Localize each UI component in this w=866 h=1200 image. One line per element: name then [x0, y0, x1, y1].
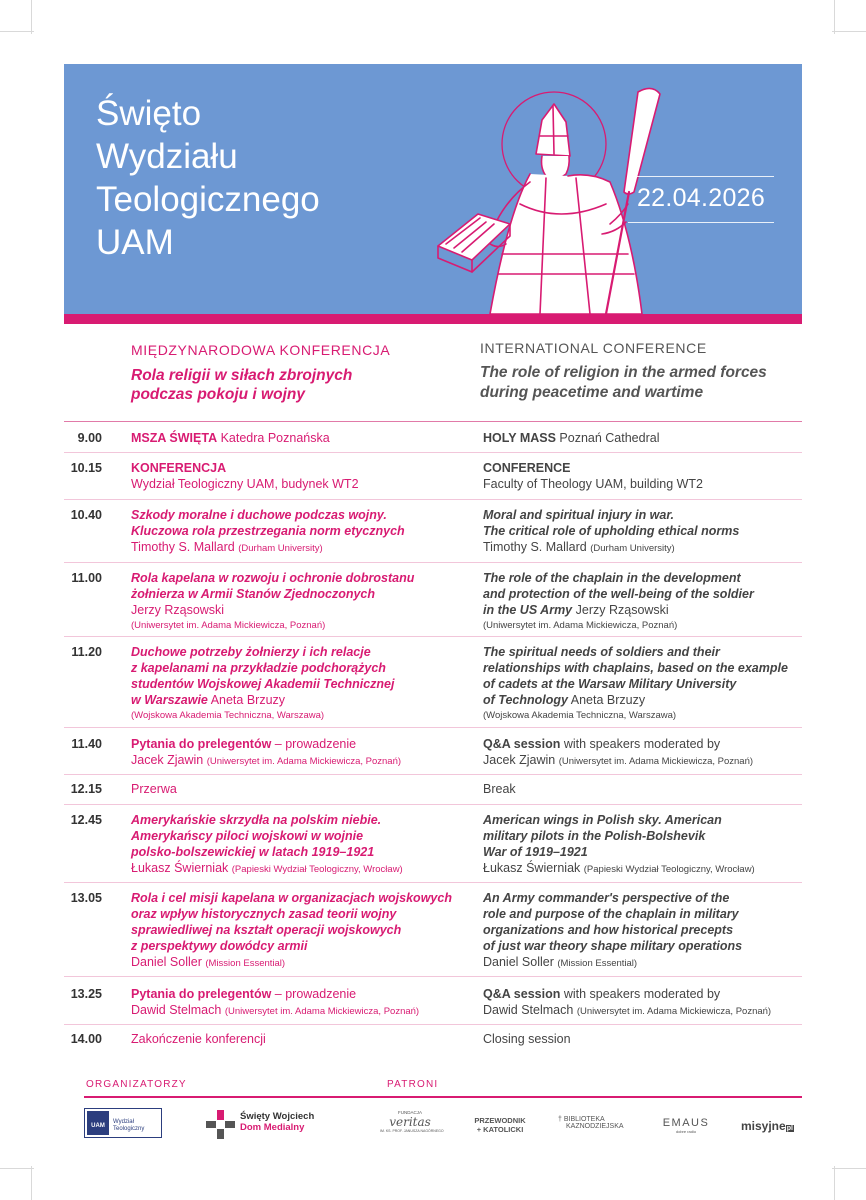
- schedule-top-rule: [64, 421, 802, 422]
- row-separator: [64, 804, 802, 805]
- speaker-affiliation: (Durham University): [238, 543, 323, 554]
- talk-title: studentów Wojskowej Akademii Technicznej: [131, 677, 395, 691]
- time-slot: 11.40: [71, 737, 102, 751]
- time-slot: 10.40: [70, 508, 102, 522]
- crop-mark: [832, 1168, 866, 1169]
- talk-title: z kapelanami na przykładzie podchorążych: [131, 661, 386, 675]
- hero-title-line: UAM: [96, 223, 174, 262]
- speaker-name: Jacek Zjawin: [131, 753, 204, 767]
- logo-line: KATOLICKI: [483, 1125, 524, 1134]
- item-pl: [131, 736, 471, 770]
- talk-title: Szkody moralne i duchowe podczas wojny.: [131, 508, 387, 522]
- talk-title: polsko-bolszewickiej w latach 1919–1921: [131, 845, 375, 859]
- talk-title: American wings in Polish sky. American: [483, 813, 722, 827]
- time-slot: 14.00: [70, 1032, 102, 1046]
- item-pl: [131, 570, 471, 634]
- speaker-affiliation: (Wojskowa Akademia Techniczna, Warszawa): [483, 710, 677, 721]
- logo-line: Dom Medialny: [240, 1122, 305, 1133]
- crop-mark: [832, 31, 866, 32]
- talk-title: An Army commander's perspective of the: [483, 891, 730, 905]
- speaker-name: Aneta Brzuzy: [210, 693, 286, 707]
- logo-line: misyjne: [741, 1119, 786, 1133]
- logo-line: BIBLIOTEKA: [563, 1116, 605, 1123]
- talk-title: z perspektywy dowódcy armii: [131, 939, 308, 953]
- event-date: 22.04.2026: [636, 184, 766, 212]
- speaker-affiliation: (Uniwersytet im. Adama Mickiewicza, Poznań): [576, 1006, 772, 1017]
- row-separator: [64, 562, 802, 563]
- talk-title: in the US Army: [483, 603, 573, 617]
- item-heading: HOLY MASS: [483, 431, 556, 445]
- crop-mark: [31, 1166, 32, 1200]
- speaker-affiliation: (Durham University): [590, 543, 675, 554]
- time-slot: 12.15: [70, 782, 102, 796]
- talk-title: w Warszawie: [131, 693, 208, 707]
- speaker-affiliation: (Uniwersytet im. Adama Mickiewicza, Poznań): [224, 1006, 420, 1017]
- item-pl: [131, 986, 471, 1020]
- hero-title-line: Święto: [96, 94, 202, 133]
- item-pl: [131, 507, 471, 557]
- talk-title: and protection of the well-being of the soldier: [483, 587, 754, 601]
- misyjne-logo: [741, 1117, 803, 1135]
- speaker-affiliation: (Uniwersytet im. Adama Mickiewicza, Poznań): [131, 620, 326, 631]
- item-heading: Q&A session: [483, 737, 561, 751]
- item-en: Closing session: [483, 1032, 571, 1046]
- talk-title: relationships with chaplains, based on the example: [483, 661, 788, 675]
- item-heading: KONFERENCJA: [131, 461, 227, 475]
- conference-label-pl: MIĘDZYNARODOWA KONFERENCJA: [131, 342, 391, 358]
- time-slot: 13.05: [70, 891, 102, 905]
- talk-title: żołnierza w Armii Stanów Zjednoczonych: [131, 587, 376, 601]
- logo-line: veritas: [389, 1115, 431, 1129]
- logo-line: Wydział: [113, 1119, 134, 1125]
- item-text: with speakers moderated by: [560, 737, 721, 751]
- emaus-logo: [660, 1117, 712, 1137]
- crop-mark: [0, 31, 34, 32]
- talk-title: Kluczowa rola przestrzegania norm etycznych: [131, 524, 405, 538]
- row-separator: [64, 499, 802, 500]
- item-pl: [131, 812, 471, 878]
- uam-logo-text: [113, 1119, 144, 1133]
- veritas-logo: [380, 1110, 444, 1136]
- item-pl: [131, 644, 471, 724]
- row-separator: [64, 727, 802, 728]
- row-separator: [64, 636, 802, 637]
- talk-title: sprawiedliwej na kształt operacji wojskowych: [131, 923, 402, 937]
- item-text: Poznań Cathedral: [555, 431, 660, 445]
- speaker-name: Timothy S. Mallard: [131, 540, 235, 554]
- conference-title-en: [480, 363, 767, 403]
- speaker-affiliation: (Mission Essential): [205, 958, 286, 969]
- time-slot: 11.20: [71, 645, 102, 659]
- item-heading: MSZA ŚWIĘTA: [131, 431, 218, 445]
- item-en: [483, 890, 808, 972]
- talk-title: Amerykańskie skrzydła na polskim niebie.: [131, 813, 382, 827]
- divider: [628, 222, 774, 223]
- cross-icon: [206, 1110, 236, 1140]
- item-pl: Przerwa: [131, 782, 177, 796]
- logo-line: EMAUS: [662, 1117, 710, 1129]
- item-text: – prowadzenie: [271, 737, 357, 751]
- talk-title: The role of the chaplain in the development: [483, 571, 741, 585]
- speaker-name: Daniel Soller: [483, 955, 554, 969]
- talk-title: of just war theory shape military operations: [483, 939, 743, 953]
- uam-faculty-logo: [84, 1108, 162, 1138]
- speaker-affiliation: (Papieski Wydział Teologiczny, Wrocław): [583, 864, 755, 875]
- speaker-name: Daniel Soller: [131, 955, 202, 969]
- item-text: with speakers moderated by: [560, 987, 721, 1001]
- logo-line: Teologiczny: [113, 1126, 145, 1132]
- crop-mark: [834, 1166, 835, 1200]
- item-en: [483, 507, 808, 557]
- item-text: Katedra Poznańska: [217, 431, 330, 445]
- footer-rule: [84, 1096, 802, 1098]
- item-text: Faculty of Theology UAM, building WT2: [483, 477, 704, 491]
- time-slot: 9.00: [77, 431, 102, 445]
- patrons-label: PATRONI: [387, 1079, 439, 1090]
- talk-title: Rola kapelana w rozwoju i ochronie dobrostanu: [131, 571, 415, 585]
- talk-title: role and purpose of the chaplain in military: [483, 907, 739, 921]
- speaker-name: Jerzy Rząsowski: [131, 603, 225, 617]
- speaker-affiliation: (Mission Essential): [557, 958, 638, 969]
- item-pl: [131, 890, 476, 972]
- organizers-label: ORGANIZATORZY: [86, 1079, 187, 1090]
- item-en: [483, 644, 808, 724]
- row-separator: [64, 452, 802, 453]
- event-date-block: [628, 176, 774, 223]
- speaker-affiliation: (Uniwersytet im. Adama Mickiewicza, Poznań): [483, 620, 678, 631]
- talk-title: oraz wpływ historycznych zasad teorii wojny: [131, 907, 397, 921]
- logo-line: pl: [786, 1125, 793, 1132]
- przewodnik-katolicki-logo: [470, 1116, 530, 1136]
- speaker-affiliation: (Uniwersytet im. Adama Mickiewicza, Poznań): [558, 756, 754, 767]
- conference-label-en: INTERNATIONAL CONFERENCE: [480, 340, 707, 356]
- talk-title: Duchowe potrzeby żołnierzy i ich relacje: [131, 645, 371, 659]
- talk-title: military pilots in the Polish-Bolshevik: [483, 829, 706, 843]
- speaker-name: Dawid Stelmach: [483, 1003, 574, 1017]
- talk-title: of Technology: [483, 693, 568, 707]
- speaker-name: Jerzy Rząsowski: [575, 603, 669, 617]
- hero-title-line: Wydziału: [96, 137, 238, 176]
- time-slot: 11.00: [71, 571, 102, 585]
- divider: [628, 176, 774, 177]
- item-text: Wydział Teologiczny UAM, budynek WT2: [131, 477, 359, 491]
- talk-title: Moral and spiritual injury in war.: [483, 508, 675, 522]
- speaker-name: Łukasz Świerniak: [483, 861, 581, 875]
- item-en: Break: [483, 782, 516, 796]
- time-slot: 12.45: [70, 813, 102, 827]
- item-heading: Pytania do prelegentów: [131, 737, 272, 751]
- item-en: [483, 460, 808, 492]
- speaker-affiliation: (Wojskowa Akademia Techniczna, Warszawa): [131, 710, 325, 721]
- talk-title: of cadets at the Warsaw Military University: [483, 677, 737, 691]
- time-slot: 13.25: [70, 987, 102, 1001]
- logo-line: dobre radio: [675, 1129, 697, 1134]
- talk-title: Amerykańscy piloci wojskowi w wojnie: [131, 829, 364, 843]
- speaker-name: Aneta Brzuzy: [570, 693, 646, 707]
- speaker-affiliation: (Uniwersytet im. Adama Mickiewicza, Poznań): [206, 756, 402, 767]
- talk-title: The spiritual needs of soldiers and their: [483, 645, 720, 659]
- talk-title: Rola i cel misji kapelana w organizacjach wojskowych: [131, 891, 452, 905]
- title-line: podczas pokoju i wojny: [131, 386, 305, 403]
- item-en: [483, 736, 808, 770]
- speaker-name: Dawid Stelmach: [131, 1003, 222, 1017]
- logo-line: KAZNODZIEJSKA: [566, 1123, 624, 1130]
- talk-title: organizations and how historical precepts: [483, 923, 734, 937]
- logo-line: FUNDACJA: [397, 1110, 422, 1115]
- time-slot: 10.15: [70, 461, 102, 475]
- title-line: Rola religii w siłach zbrojnych: [131, 367, 353, 384]
- hero-title: [96, 92, 320, 264]
- hero-title-line: Teologicznego: [96, 180, 320, 219]
- logo-line: IM. KS. PROF. JANUSZA NAGÓRNEGO: [380, 1129, 444, 1133]
- swiety-wojciech-logo: [206, 1108, 316, 1144]
- talk-title: War of 1919–1921: [483, 845, 588, 859]
- speaker-affiliation: (Papieski Wydział Teologiczny, Wrocław): [231, 864, 403, 875]
- title-line: The role of religion in the armed forces: [480, 364, 767, 381]
- item-en: [483, 812, 808, 878]
- row-separator: [64, 774, 802, 775]
- item-pl: Zakończenie konferencji: [131, 1032, 266, 1046]
- crop-mark: [834, 0, 835, 34]
- item-en: [483, 570, 808, 634]
- logo-line: PRZEWODNIK: [474, 1116, 526, 1125]
- speaker-name: Timothy S. Mallard: [483, 540, 587, 554]
- conference-title-pl: [131, 366, 352, 404]
- row-separator: [64, 1024, 802, 1025]
- item-pl: [131, 430, 471, 446]
- item-en: [483, 430, 808, 446]
- plus-icon: +: [476, 1125, 484, 1134]
- biblioteka-kaznodziejska-logo: [558, 1116, 634, 1136]
- logo-line: Święty Wojciech: [240, 1111, 315, 1122]
- crop-mark: [31, 0, 32, 34]
- item-heading: Q&A session: [483, 987, 561, 1001]
- item-heading: Pytania do prelegentów: [131, 987, 272, 1001]
- item-text: – prowadzenie: [271, 987, 357, 1001]
- cross-icon: †: [558, 1116, 564, 1123]
- row-separator: [64, 882, 802, 883]
- uam-mark: UAM: [87, 1111, 109, 1135]
- crop-mark: [0, 1168, 34, 1169]
- speaker-name: Jacek Zjawin: [483, 753, 556, 767]
- item-en: [483, 986, 808, 1020]
- accent-band: [64, 314, 802, 324]
- hero-banner: [64, 64, 802, 314]
- row-separator: [64, 976, 802, 977]
- title-line: during peacetime and wartime: [480, 384, 704, 401]
- speaker-name: Łukasz Świerniak: [131, 861, 229, 875]
- item-pl: [131, 460, 471, 492]
- talk-title: The critical role of upholding ethical norms: [483, 524, 740, 538]
- item-heading: CONFERENCE: [483, 461, 571, 475]
